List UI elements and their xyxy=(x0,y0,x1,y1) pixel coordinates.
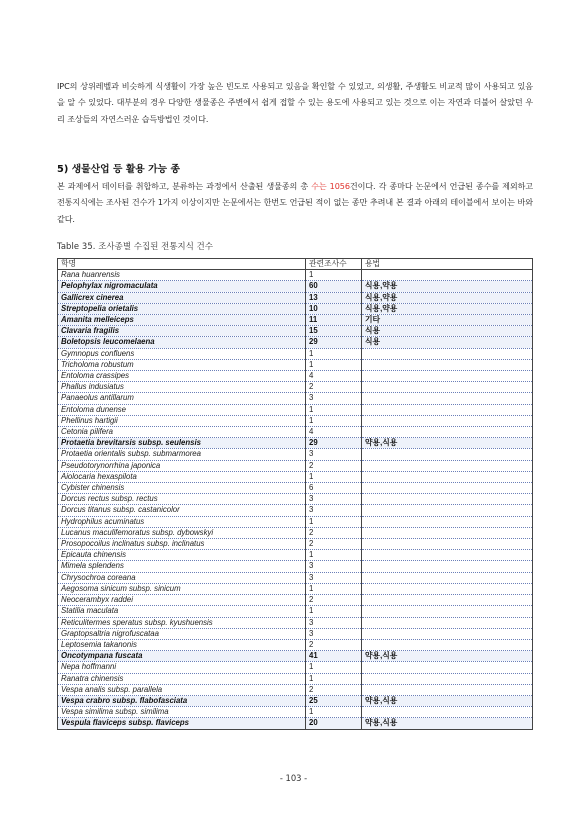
table-row xyxy=(58,371,533,382)
cell-survey-count: 1 xyxy=(306,270,362,281)
table-row xyxy=(58,639,533,650)
table-row xyxy=(58,348,533,359)
cell-survey-count: 2 xyxy=(306,460,362,471)
cell-scientific-name: Vespa similima subsp. similima xyxy=(58,707,306,718)
table-row xyxy=(58,583,533,594)
table-row xyxy=(58,281,533,292)
cell-scientific-name: Entoloma crassipes xyxy=(58,371,306,382)
table-row xyxy=(58,695,533,706)
cell-usage xyxy=(362,382,533,393)
table-row xyxy=(58,550,533,561)
table-row xyxy=(58,460,533,471)
cell-scientific-name: Protaetia brevitarsis subsp. seulensis xyxy=(58,438,306,449)
table-row xyxy=(58,505,533,516)
cell-survey-count: 1 xyxy=(306,662,362,673)
cell-scientific-name: Nepa hoffmanni xyxy=(58,662,306,673)
cell-scientific-name: Gallicrex cinerea xyxy=(58,292,306,303)
table-row xyxy=(58,449,533,460)
cell-usage xyxy=(362,404,533,415)
cell-scientific-name: Boletopsis leucomelaena xyxy=(58,337,306,348)
table-row xyxy=(58,651,533,662)
table-row xyxy=(58,337,533,348)
body-paragraph xyxy=(57,178,533,227)
cell-survey-count: 29 xyxy=(306,438,362,449)
cell-survey-count: 15 xyxy=(306,326,362,337)
cell-survey-count: 1 xyxy=(306,707,362,718)
table-row xyxy=(58,415,533,426)
table-row xyxy=(58,561,533,572)
cell-survey-count: 60 xyxy=(306,281,362,292)
cell-usage xyxy=(362,583,533,594)
cell-usage: 기타 xyxy=(362,315,533,326)
cell-usage xyxy=(362,572,533,583)
cell-usage: 약용,식용 xyxy=(362,695,533,706)
cell-survey-count: 2 xyxy=(306,684,362,695)
cell-scientific-name: Pelophylax nigromaculata xyxy=(58,281,306,292)
table-header-row xyxy=(58,259,533,270)
table-row xyxy=(58,471,533,482)
cell-survey-count: 2 xyxy=(306,382,362,393)
cell-usage xyxy=(362,270,533,281)
cell-survey-count: 2 xyxy=(306,527,362,538)
table-row xyxy=(58,606,533,617)
cell-usage xyxy=(362,561,533,572)
cell-usage xyxy=(362,595,533,606)
cell-usage xyxy=(362,415,533,426)
cell-survey-count: 1 xyxy=(306,359,362,370)
table-row xyxy=(58,516,533,527)
table-row xyxy=(58,662,533,673)
cell-usage xyxy=(362,707,533,718)
cell-scientific-name: Mimela splendens xyxy=(58,561,306,572)
intro-paragraph: IPC의 상위레벨과 비슷하게 식생활이 가장 높은 빈도로 사용되고 있음을 확인할 수 있었고, 의생활, 주생활도 비교적 많이 사용되고 있음을 알 수 있었다. 대부분의 경우 다양한 생물종은 주변에서 쉽게 접할 수 있는 용도에 사용되고 있는 것으로 이는 자연과 더불어 살았던 우리 조상들의 자연스러운 습득방법인 것이다. xyxy=(57,81,533,124)
cell-survey-count: 3 xyxy=(306,505,362,516)
table-row xyxy=(58,303,533,314)
cell-scientific-name: Leptosemia takanonis xyxy=(58,639,306,650)
cell-survey-count: 3 xyxy=(306,617,362,628)
cell-usage xyxy=(362,527,533,538)
table-row xyxy=(58,315,533,326)
cell-scientific-name: Protaetia orientalis subsp. submarmorea xyxy=(58,449,306,460)
cell-survey-count: 2 xyxy=(306,639,362,650)
cell-usage xyxy=(362,617,533,628)
cell-scientific-name: Hydrophilus acuminatus xyxy=(58,516,306,527)
table-row xyxy=(58,684,533,695)
cell-scientific-name: Phellinus hartigii xyxy=(58,415,306,426)
cell-survey-count: 3 xyxy=(306,449,362,460)
cell-scientific-name: Lucanus maculifemoratus subsp. dybowskyi xyxy=(58,527,306,538)
cell-usage: 식용,약용 xyxy=(362,292,533,303)
cell-scientific-name: Prosopocoilus inclinatus subsp. inclinatus xyxy=(58,539,306,550)
cell-usage: 식용,약용 xyxy=(362,281,533,292)
cell-scientific-name: Vespula flaviceps subsp. flaviceps xyxy=(58,718,306,729)
table-row xyxy=(58,572,533,583)
header-usage: 용법 xyxy=(362,259,533,270)
table-row xyxy=(58,326,533,337)
cell-survey-count: 2 xyxy=(306,595,362,606)
table-body xyxy=(58,270,533,729)
cell-survey-count: 29 xyxy=(306,337,362,348)
cell-scientific-name: Gymnopus confluens xyxy=(58,348,306,359)
cell-survey-count: 1 xyxy=(306,348,362,359)
cell-scientific-name: Cetonia pilifera xyxy=(58,427,306,438)
table-row xyxy=(58,628,533,639)
cell-scientific-name: Vespa analis subsp. parallela xyxy=(58,684,306,695)
cell-survey-count: 1 xyxy=(306,471,362,482)
cell-scientific-name: Aegosoma sinicum subsp. sinicum xyxy=(58,583,306,594)
cell-usage xyxy=(362,359,533,370)
table-row xyxy=(58,359,533,370)
cell-usage xyxy=(362,539,533,550)
section-heading: 5) 생물산업 등 활용 가능 종 xyxy=(57,164,180,175)
cell-scientific-name: Graptopsaltria nigrofuscataa xyxy=(58,628,306,639)
cell-usage xyxy=(362,449,533,460)
cell-survey-count: 4 xyxy=(306,371,362,382)
cell-survey-count: 3 xyxy=(306,494,362,505)
cell-usage xyxy=(362,516,533,527)
table-row xyxy=(58,404,533,415)
table-row xyxy=(58,393,533,404)
cell-scientific-name: Panaeolus antillarum xyxy=(58,393,306,404)
cell-usage xyxy=(362,505,533,516)
cell-usage xyxy=(362,348,533,359)
cell-scientific-name: Oncotympana fuscata xyxy=(58,651,306,662)
cell-survey-count: 3 xyxy=(306,572,362,583)
cell-usage xyxy=(362,606,533,617)
highlighted-count: 수는 1056 xyxy=(311,181,350,191)
body-text-after: 건이다. 각 종마다 논문에서 언급된 종수를 제외하고 전통지식에는 조사된 건수가 1가지 이상이지만 논문에서는 한번도 언급된 적이 없는 종만 추려내 본 결과 아래의 테이블에서 보이는 바와 같다. xyxy=(57,181,534,224)
cell-survey-count: 25 xyxy=(306,695,362,706)
cell-usage xyxy=(362,639,533,650)
cell-usage: 식용,약용 xyxy=(362,303,533,314)
cell-survey-count: 3 xyxy=(306,561,362,572)
header-survey-count: 관련조사수 xyxy=(306,259,362,270)
table-row xyxy=(58,527,533,538)
table-row xyxy=(58,595,533,606)
cell-scientific-name: Pseudotorynorrhina japonica xyxy=(58,460,306,471)
cell-survey-count: 1 xyxy=(306,404,362,415)
table-caption: Table 35. 조사종별 수집된 전통지식 건수 xyxy=(57,241,214,251)
cell-scientific-name: Clavaria fragilis xyxy=(58,326,306,337)
cell-scientific-name: Amanita melleiceps xyxy=(58,315,306,326)
cell-scientific-name: Rana huanrensis xyxy=(58,270,306,281)
cell-usage xyxy=(362,628,533,639)
cell-scientific-name: Streptopelia orietalis xyxy=(58,303,306,314)
cell-survey-count: 1 xyxy=(306,673,362,684)
cell-usage xyxy=(362,494,533,505)
knowledge-count-table xyxy=(57,258,533,730)
table-row xyxy=(58,382,533,393)
cell-scientific-name: Epicauta chinensis xyxy=(58,550,306,561)
body-text-before: 본 과제에서 데이터를 취합하고, 분류하는 과정에서 산출된 생물종의 총 xyxy=(57,181,312,191)
cell-survey-count: 20 xyxy=(306,718,362,729)
table-row xyxy=(58,427,533,438)
cell-usage xyxy=(362,550,533,561)
cell-scientific-name: Phallus indusiatus xyxy=(58,382,306,393)
cell-usage xyxy=(362,471,533,482)
cell-survey-count: 10 xyxy=(306,303,362,314)
cell-scientific-name: Dorcus rectus subsp. rectus xyxy=(58,494,306,505)
cell-survey-count: 1 xyxy=(306,583,362,594)
cell-survey-count: 1 xyxy=(306,415,362,426)
table-row xyxy=(58,438,533,449)
cell-usage: 약용,식용 xyxy=(362,651,533,662)
cell-usage: 식용 xyxy=(362,337,533,348)
cell-scientific-name: Cybister chinensis xyxy=(58,483,306,494)
cell-usage xyxy=(362,427,533,438)
cell-scientific-name: Aiolocaria hexaspilota xyxy=(58,471,306,482)
cell-scientific-name: Dorcus titanus subsp. castanicolor xyxy=(58,505,306,516)
cell-survey-count: 13 xyxy=(306,292,362,303)
table-row xyxy=(58,539,533,550)
cell-scientific-name: Reticulitermes speratus subsp. kyushuensis xyxy=(58,617,306,628)
table-row xyxy=(58,292,533,303)
cell-survey-count: 1 xyxy=(306,516,362,527)
cell-usage xyxy=(362,460,533,471)
table-row xyxy=(58,673,533,684)
cell-scientific-name: Statilia maculata xyxy=(58,606,306,617)
cell-usage xyxy=(362,371,533,382)
header-scientific-name: 학명 xyxy=(58,259,306,270)
cell-usage: 약용,식용 xyxy=(362,718,533,729)
cell-survey-count: 11 xyxy=(306,315,362,326)
cell-usage xyxy=(362,684,533,695)
cell-scientific-name: Neocerambyx raddei xyxy=(58,595,306,606)
table-row xyxy=(58,494,533,505)
table-row xyxy=(58,718,533,729)
cell-survey-count: 6 xyxy=(306,483,362,494)
cell-usage xyxy=(362,483,533,494)
cell-survey-count: 3 xyxy=(306,393,362,404)
cell-usage xyxy=(362,673,533,684)
cell-usage: 식용 xyxy=(362,326,533,337)
cell-usage: 약용,식용 xyxy=(362,438,533,449)
cell-scientific-name: Tricholoma robustum xyxy=(58,359,306,370)
cell-survey-count: 2 xyxy=(306,539,362,550)
table-row xyxy=(58,707,533,718)
cell-survey-count: 4 xyxy=(306,427,362,438)
cell-usage xyxy=(362,662,533,673)
cell-survey-count: 1 xyxy=(306,550,362,561)
cell-scientific-name: Entoloma dunense xyxy=(58,404,306,415)
table-row xyxy=(58,270,533,281)
page-number: - 103 - xyxy=(279,773,308,783)
cell-scientific-name: Vespa crabro subsp. flabofasciata xyxy=(58,695,306,706)
cell-survey-count: 3 xyxy=(306,628,362,639)
cell-survey-count: 1 xyxy=(306,606,362,617)
cell-scientific-name: Chrysochroa coreana xyxy=(58,572,306,583)
cell-scientific-name: Ranatra chinensis xyxy=(58,673,306,684)
cell-survey-count: 41 xyxy=(306,651,362,662)
table-row xyxy=(58,483,533,494)
table-row xyxy=(58,617,533,628)
cell-usage xyxy=(362,393,533,404)
